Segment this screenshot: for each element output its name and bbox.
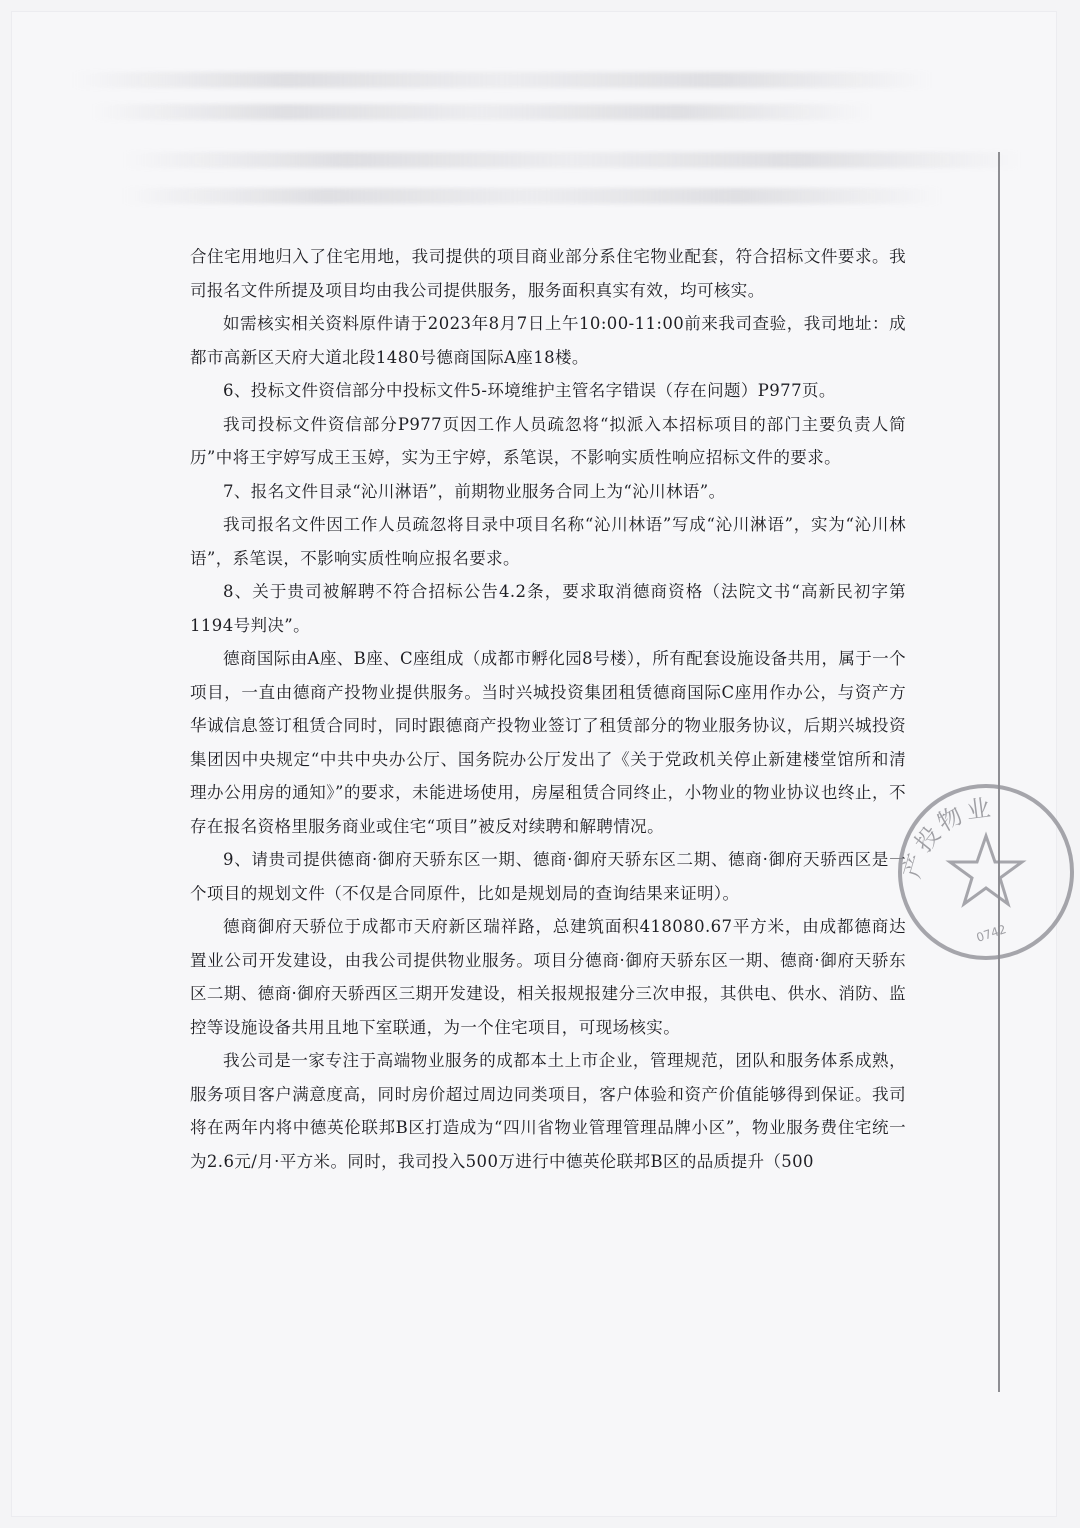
paragraph: 9、请贵司提供德商·御府天骄东区一期、德商·御府天骄东区二期、德商·御府天骄西区是一个项目的规划文件（不仅是合同原件，比如是规划局的查询结果来证明）。	[190, 850, 906, 903]
paragraph: 8、关于贵司被解聘不符合招标公告4.2条，要求取消德商资格（法院文书“高新民初字第1194号判决”。	[190, 582, 906, 635]
document-body	[190, 240, 906, 1178]
paragraph: 我司投标文件资信部分P977页因工作人员疏忽将“拟派入本招标项目的部门主要负责人简历”中将王宇婷写成王玉婷，实为王宇婷，系笔误，不影响实质性响应招标文件的要求。	[190, 414, 906, 467]
paragraph: 我公司是一家专注于高端物业服务的成都本土上市企业，管理规范，团队和服务体系成熟，服务项目客户满意度高，同时房价超过周边同类项目，客户体验和资产价值能够得到保证。我司将在两年内将中德英伦联邦B区打造成为“四川省物业管理管理品牌小区”，物业服务费住宅统一为2.6元/月·平方米。同时，我司投入500万进行中德英伦联邦B区的品质提升（500	[190, 1051, 906, 1171]
paragraph: 德商国际由A座、B座、C座组成（成都市孵化园8号楼），所有配套设施设备共用，属于一个项目，一直由德商产投物业提供服务。当时兴城投资集团租赁德商国际C座用作办公，与资产方华诚信息签订租赁合同时，同时跟德商产投物业签订了租赁部分的物业服务协议，后期兴城投资集团因中央规定“中共中央办公厅、国务院办公厅发出了《关于党政机关停止新建楼堂馆所和清理办公用房的通知》”的要求，未能进场使用，房屋租赁合同终止，小物业的物业协议也终止，不存在报名资格里服务商业或住宅“项目”被反对续聘和解聘情况。	[190, 649, 906, 836]
faded-text-band	[72, 72, 932, 88]
faded-text-band	[92, 104, 872, 120]
paragraph: 德商御府天骄位于成都市天府新区瑞祥路，总建筑面积418080.67平方米，由成都德商达置业公司开发建设，由我公司提供物业服务。项目分德商·御府天骄东区一期、德商·御府天骄东区二期、德商·御府天骄西区三期开发建设，相关报规报建分三次申报，其供电、供水、消防、监控等设施设备共用且地下室联通，为一个住宅项目，可现场核实。	[190, 917, 906, 1037]
paragraph: 如需核实相关资料原件请于2023年8月7日上午10:00-11:00前来我司查验，我司地址：成都市高新区天府大道北段1480号德商国际A座18楼。	[190, 314, 906, 367]
seal-star-icon	[950, 836, 1022, 904]
seal-number: 0742	[974, 922, 1008, 945]
paragraph: 7、报名文件目录“沁川淋语”，前期物业服务合同上为“沁川林语”。	[223, 481, 726, 501]
paragraph: 我司报名文件因工作人员疏忽将目录中项目名称“沁川林语”写成“沁川淋语”，实为“沁川林语”，系笔误，不影响实质性响应报名要求。	[190, 515, 906, 568]
paragraph: 合住宅用地归入了住宅用地，我司提供的项目商业部分系住宅物业配套，符合招标文件要求。我司报名文件所提及项目均由我公司提供服务，服务面积真实有效，均可核实。	[190, 247, 906, 300]
faded-text-band	[122, 188, 942, 204]
seal-arc-text-path: 产投物业	[897, 793, 996, 882]
faded-text-band	[122, 152, 1022, 168]
company-seal-stamp	[886, 772, 1080, 972]
paragraph: 6、投标文件资信部分中投标文件5-环境维护主管名字错误（存在问题）P977页。	[223, 381, 836, 400]
seal-arc-text	[898, 793, 995, 881]
